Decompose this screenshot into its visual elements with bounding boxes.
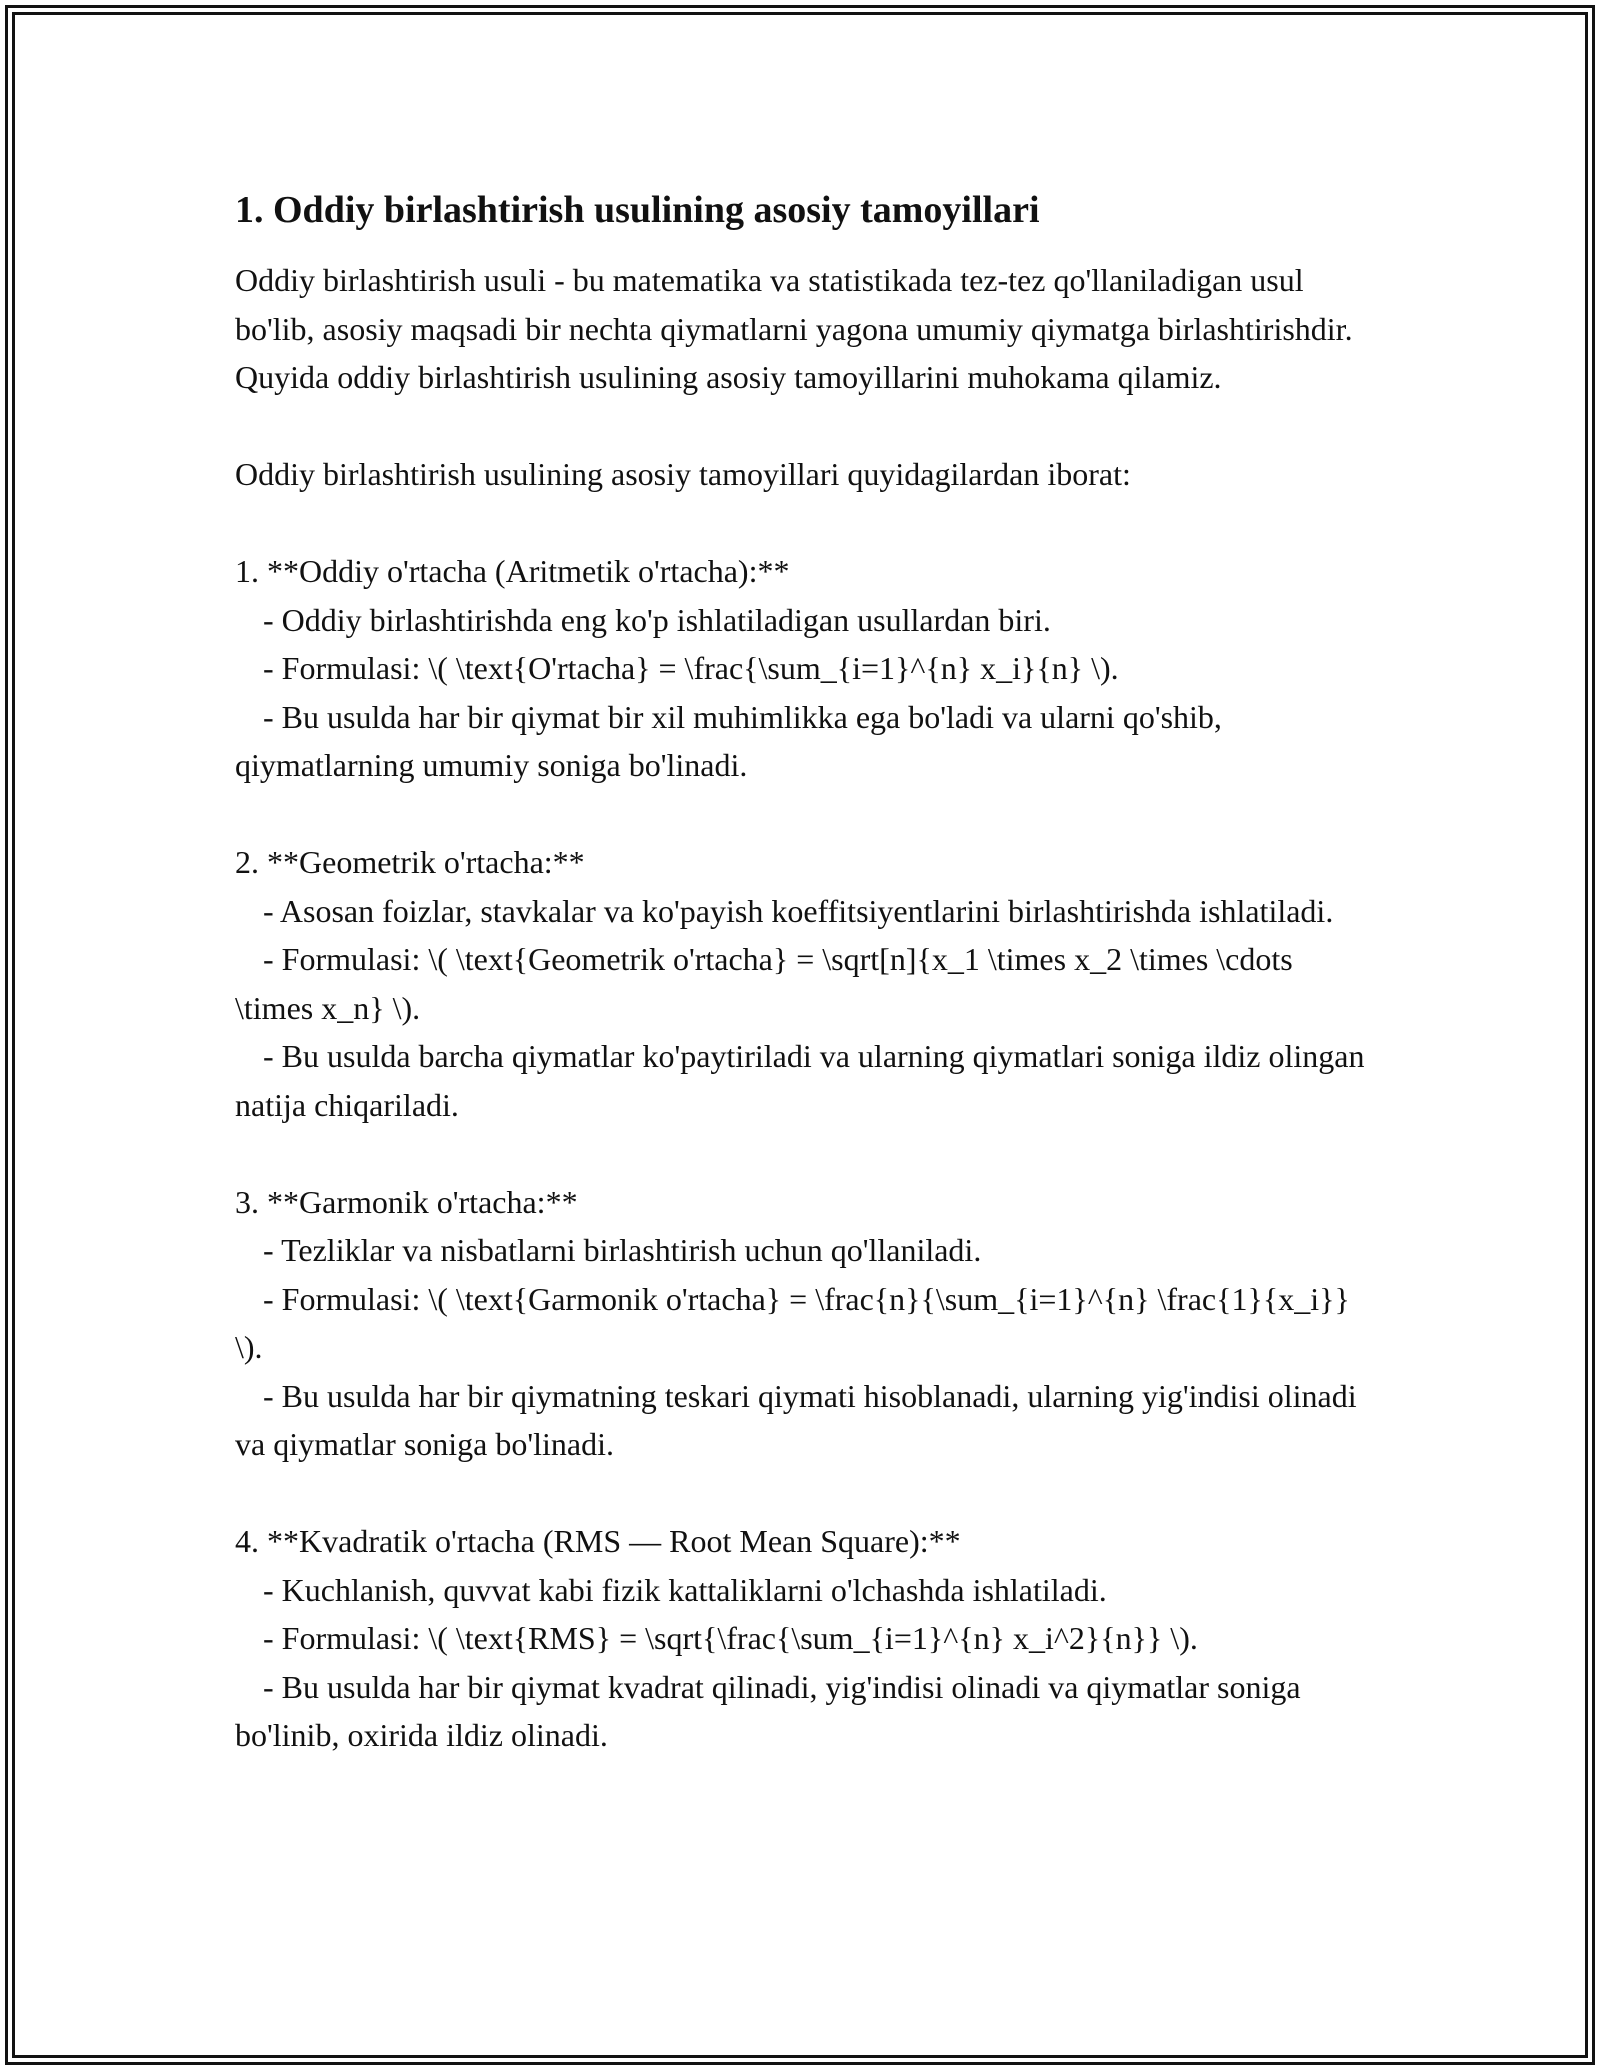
document-title: 1. Oddiy birlashtirish usulining asosiy tamoyillari bbox=[235, 189, 1040, 231]
list-item-line: - Tezliklar va nisbatlarni birlashtirish uchun qo'llaniladi. bbox=[263, 1232, 982, 1268]
document-body bbox=[235, 186, 1375, 1760]
intro-paragraph: Oddiy birlashtirish usuli - bu matematika va statistikada tez-tez qo'llaniladigan usul bo'lib, asosiy maqsadi bir nechta qiymatlarni yagona umumiy qiymatga birlashtirishdir. Quyida oddiy birlashtirish usulining asosiy tamoyillarini muhokama qilamiz. bbox=[235, 262, 1353, 395]
list-item-formula: - Formulasi: \( \text{O'rtacha} = \frac{\sum_{i=1}^{n} x_i}{n} \). bbox=[263, 650, 1119, 686]
list-item-line: - Bu usulda har bir qiymat kvadrat qilinadi, yig'indisi olinadi va qiymatlar soniga bo'linib, oxirida ildiz olinadi. bbox=[235, 1668, 1301, 1753]
list-item-harmonic-mean bbox=[235, 1178, 1375, 1469]
spacer bbox=[235, 790, 1375, 839]
list-item-heading: 1. **Oddiy o'rtacha (Aritmetik o'rtacha):** bbox=[235, 553, 790, 589]
list-item-heading: 2. **Geometrik o'rtacha:** bbox=[235, 844, 585, 880]
spacer bbox=[235, 499, 1375, 548]
list-item-line: - Bu usulda har bir qiymat bir xil muhimlikka ega bo'ladi va ularni qo'shib, qiymatlarning umumiy soniga bo'linadi. bbox=[235, 698, 1222, 783]
list-item-line: - Asosan foizlar, stavkalar va ko'payish koeffitsiyentlarini birlashtirishda ishlatiladi. bbox=[263, 892, 1334, 929]
spacer bbox=[235, 1469, 1375, 1518]
list-item-quadratic-mean bbox=[235, 1517, 1375, 1760]
list-item-formula: - Formulasi: \( \text{Geometrik o'rtacha} = \sqrt[n]{x_1 \times x_2 \times \cdots \times x_n} \). bbox=[235, 941, 1293, 1026]
list-item-arithmetic-mean bbox=[235, 547, 1375, 790]
list-item-line: - Bu usulda barcha qiymatlar ko'paytiriladi va ularning qiymatlari soniga ildiz olingan natija chiqariladi. bbox=[235, 1038, 1365, 1123]
list-item-heading: 4. **Kvadratik o'rtacha (RMS — Root Mean Square):** bbox=[235, 1523, 961, 1559]
spacer bbox=[235, 402, 1375, 451]
list-item-line: - Kuchlanish, quvvat kabi fizik kattaliklarni o'lchashda ishlatiladi. bbox=[263, 1571, 1107, 1608]
list-item-formula: - Formulasi: \( \text{RMS} = \sqrt{\frac{\sum_{i=1}^{n} x_i^2}{n}} \). bbox=[263, 1620, 1198, 1656]
list-item-geometric-mean bbox=[235, 838, 1375, 1129]
list-item-line: - Bu usulda har bir qiymatning teskari qiymati hisoblanadi, ularning yig'indisi olinadi va qiymatlar soniga bo'linadi. bbox=[235, 1377, 1357, 1462]
list-item-heading: 3. **Garmonik o'rtacha:** bbox=[235, 1183, 578, 1220]
lead-paragraph: Oddiy birlashtirish usulining asosiy tamoyillari quyidagilardan iborat: bbox=[235, 456, 1131, 492]
list-item-line: - Oddiy birlashtirishda eng ko'p ishlatiladigan usullardan biri. bbox=[263, 601, 1051, 638]
spacer bbox=[235, 1129, 1375, 1178]
list-item-formula: - Formulasi: \( \text{Garmonik o'rtacha} = \frac{n}{\sum_{i=1}^{n} \frac{1}{x_i}} \). bbox=[235, 1280, 1350, 1365]
